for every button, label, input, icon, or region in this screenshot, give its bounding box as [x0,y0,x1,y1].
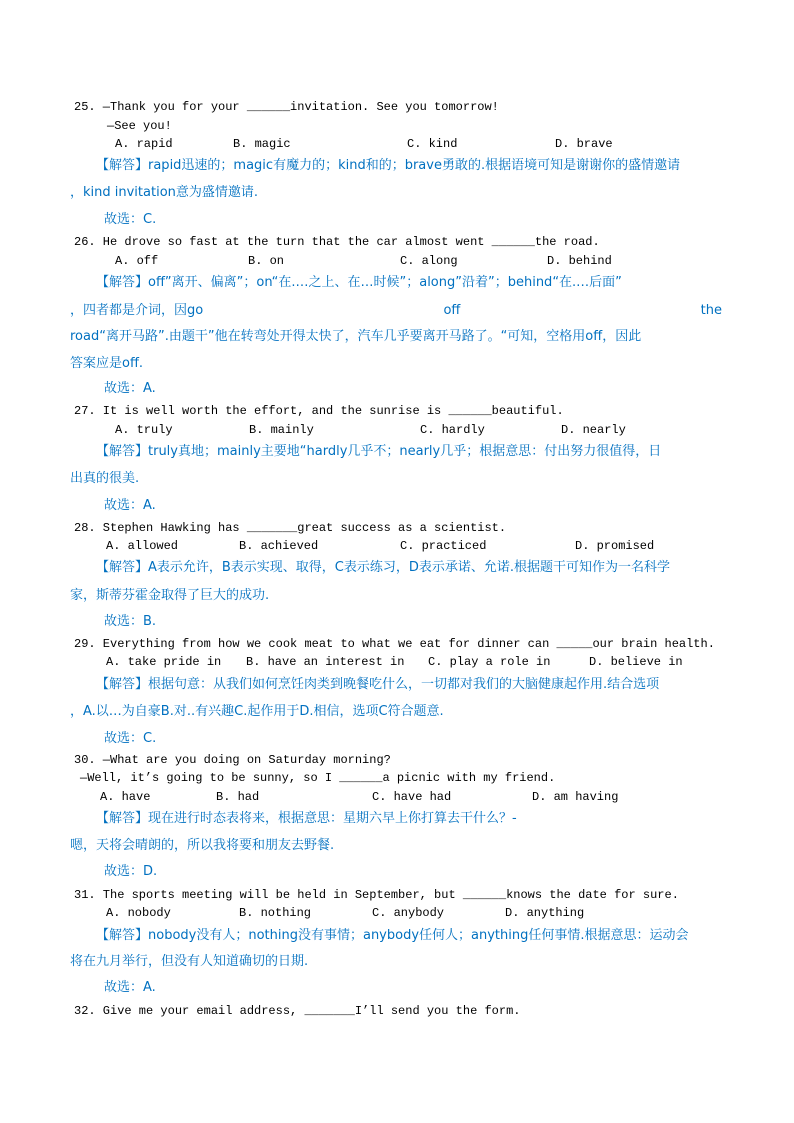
answer-option: C. hardly [420,423,485,437]
explanation-line: ，A.以…为自豪B.对..有兴趣C.起作用于D.相信，选项C符合题意. [70,704,444,719]
answer-line: 故选：C. [104,212,157,227]
explanation-line: 【解答】nobody没有人；nothing没有事情；anybody任何人；anything任何事情.根据意思：运动会 [96,928,689,943]
answer-line: 故选：A. [104,498,156,513]
answer-option: C. kind [407,137,458,151]
question-stem: 27. It is well worth the effort, and the sunrise is ______beautiful. [74,404,564,418]
answer-option: B. mainly [249,423,314,437]
question-stem: 26. He drove so fast at the turn that the car almost went ______the road. [74,235,600,249]
answer-option: B. have an interest in [246,655,405,669]
answer-option: D. brave [555,137,613,151]
explanation-line: 嗯，天将会晴朗的，所以我将要和朋友去野餐. [70,838,335,853]
explanation-fragment: ，四者都是介词，因go [70,303,204,318]
answer-option: B. achieved [239,539,319,553]
question-stem: —See you! [107,119,172,133]
question-stem: 32. Give me your email address, _______I’ll send you the form. [74,1004,521,1018]
explanation-line: 【解答】rapid迅速的；magic有魔力的；kind和的；brave勇敢的.根据语境可知是谢谢你的盛情邀请 [96,158,681,173]
answer-option: A. off [115,254,159,268]
answer-option: C. anybody [372,906,445,920]
answer-option: A. take pride in [106,655,222,669]
explanation-fragment: off [443,303,461,318]
explanation-line: 出真的很美. [70,471,140,486]
explanation-line: 【解答】off”离开、偏离”；on“在.…之上、在…时候”；along”沿着”；behind“在.…后面” [96,275,622,290]
explanation-line: 【解答】现在进行时态表将来，根据意思：星期六早上你打算去干什么？- [96,811,517,826]
answer-line: 故选：B. [104,614,157,629]
answer-option: C. have had [372,790,452,804]
answer-option: B. had [216,790,260,804]
answer-option: C. along [400,254,458,268]
answer-option: D. anything [505,906,585,920]
question-stem: 31. The sports meeting will be held in September, but ______knows the date for sure. [74,888,679,902]
question-stem: 29. Everything from how we cook meat to what we eat for dinner can _____our brain health. [74,637,715,651]
answer-option: D. believe in [589,655,683,669]
answer-option: A. truly [115,423,173,437]
answer-option: D. promised [575,539,655,553]
answer-line: 故选：D. [104,864,158,879]
answer-option: B. on [248,254,285,268]
explanation-line: 【解答】truly真地；mainly主要地“hardly几乎不；nearly几乎；根据意思：付出努力很值得，日 [96,444,662,459]
explanation-line: 【解答】根据句意：从我们如何烹饪肉类到晚餐吃什么，一切都对我们的大脑健康起作用.结合选项 [96,677,660,692]
answer-option: A. allowed [106,539,179,553]
explanation-line: ，kind invitation意为盛情邀请. [70,185,259,200]
answer-option: D. nearly [561,423,626,437]
question-stem: —Well, it’s going to be sunny, so I ______a picnic with my friend. [80,771,556,785]
answer-line: 故选：A. [104,381,156,396]
answer-option: B. magic [233,137,291,151]
question-stem: 30. —What are you doing on Saturday morning? [74,753,391,767]
answer-option: B. nothing [239,906,312,920]
question-stem: 25. —Thank you for your ______invitation. See you tomorrow! [74,100,499,114]
explanation-line: 答案应是off. [70,356,144,371]
explanation-line: 将在九月举行，但没有人知道确切的日期. [70,954,309,969]
explanation-fragment: the [700,303,722,318]
answer-line: 故选：A. [104,980,156,995]
answer-option: A. nobody [106,906,171,920]
answer-line: 故选：C. [104,731,157,746]
answer-option: D. am having [532,790,619,804]
answer-option: C. practiced [400,539,487,553]
question-stem: 28. Stephen Hawking has _______great success as a scientist. [74,521,507,535]
explanation-line [70,302,722,320]
explanation-line: 家，斯蒂芬霍金取得了巨大的成功. [70,588,270,603]
answer-option: C. play a role in [428,655,551,669]
explanation-line: road“离开马路”.由题干”他在转弯处开得太快了，汽车几乎要离开马路了。“可知，空格用off，因此 [70,329,642,344]
answer-option: A. have [100,790,151,804]
explanation-line: 【解答】A表示允许，B表示实现、取得，C表示练习，D表示承诺、允诺.根据题干可知作为一名科学 [96,560,671,575]
answer-option: D. behind [547,254,612,268]
answer-option: A. rapid [115,137,173,151]
